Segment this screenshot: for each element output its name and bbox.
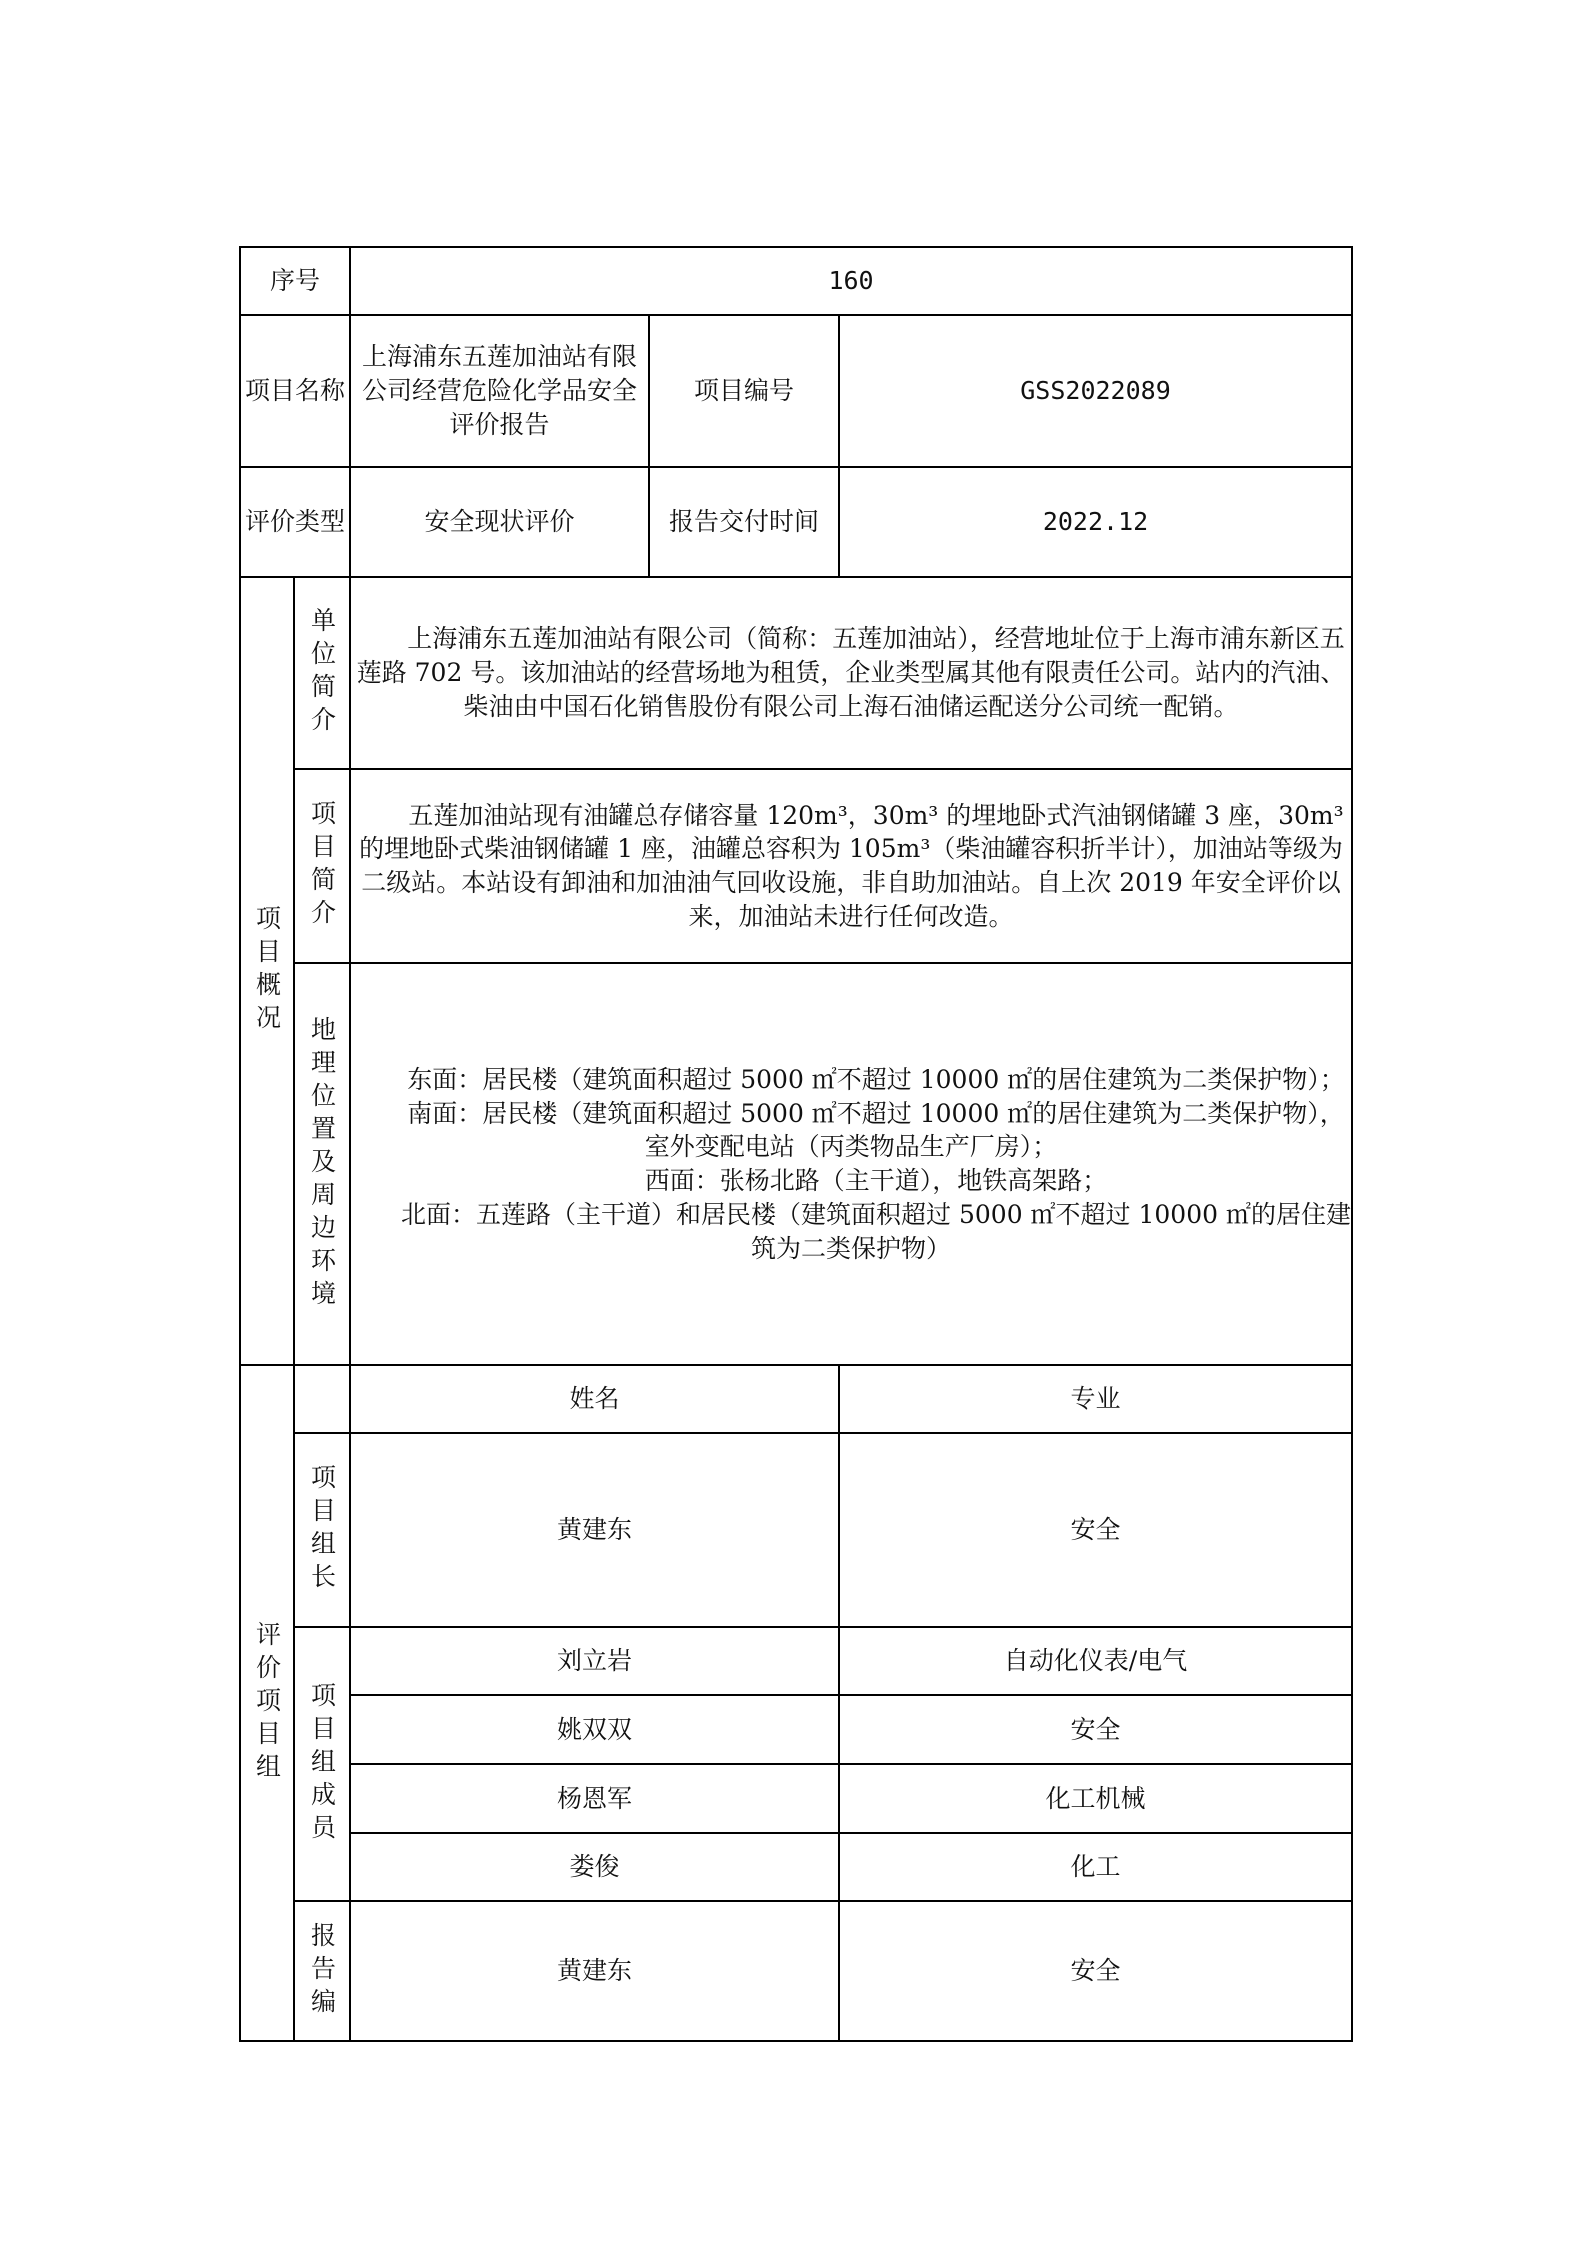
- unit-intro-cell: [350, 577, 1352, 769]
- unit-intro-row: [240, 577, 1352, 769]
- geo-south-text: 南面：居民楼（建筑面积超过 5000 ㎡不超过 10000 ㎡的居住建筑为二类保护物），室外变配电站（丙类物品生产厂房）；: [407, 1098, 1345, 1162]
- team-header-row: [240, 1365, 1352, 1433]
- unit-intro-text: 上海浦东五莲加油站有限公司（简称：五莲加油站），经营地址位于上海市浦东新区五莲路 702 号。该加油站的经营场地为租赁，企业类型属其他有限责任公司。站内的汽油、柴油由中国石化销售股份有限公司上海石油储运配送分公司统一配销。: [356, 624, 1346, 721]
- geo-row: [240, 963, 1352, 1365]
- leader-name: 黄建东: [350, 1433, 839, 1627]
- team-leader-row: [240, 1433, 1352, 1627]
- project-name-label: 项目名称: [240, 315, 350, 467]
- unit-intro-label-cell: [294, 577, 350, 769]
- member-name: 娄俊: [350, 1833, 839, 1901]
- member-major: 自动化仪表/电气: [839, 1627, 1352, 1695]
- project-number-label: 项目编号: [649, 315, 839, 467]
- member-major: 化工机械: [839, 1764, 1352, 1833]
- member-major: 化工: [839, 1833, 1352, 1901]
- serial-row: [240, 247, 1352, 315]
- member-name: 刘立岩: [350, 1627, 839, 1695]
- project-intro-label-cell: [294, 769, 350, 963]
- project-intro-cell: [350, 769, 1352, 963]
- report-writer-name: 黄建东: [350, 1901, 839, 2041]
- overview-section-text: 项目概况: [252, 905, 282, 1037]
- member-row: [240, 1764, 1352, 1833]
- geo-label-cell: [294, 963, 350, 1365]
- eval-type-value: 安全现状评价: [350, 467, 649, 577]
- project-intro-label: 项目简介: [307, 800, 337, 932]
- geo-north-text: 北面：五莲路（主干道）和居民楼（建筑面积超过 5000 ㎡不超过 10000 ㎡的居住建筑为二类保护物）: [401, 1199, 1351, 1263]
- members-label-cell: [294, 1627, 350, 1901]
- project-intro-row: [240, 769, 1352, 963]
- team-section-text: 评价项目组: [252, 1620, 282, 1786]
- project-number-value: GSS2022089: [839, 315, 1352, 467]
- geo-west-text: 西面：张杨北路（主干道），地铁高架路；: [644, 1166, 1108, 1195]
- geo-cell: [350, 963, 1352, 1365]
- unit-intro-label: 单位简介: [307, 607, 337, 739]
- overview-section-label: [240, 577, 294, 1365]
- report-writer-row: [240, 1901, 1352, 2041]
- member-name: 杨恩军: [350, 1764, 839, 1833]
- leader-label: 项目组长: [307, 1464, 337, 1596]
- project-intro-text: 五莲加油站现有油罐总存储容量 120m³，30m³ 的埋地卧式汽油钢储罐 3 座，30m³ 的埋地卧式柴油钢储罐 1 座，油罐总容积为 105m³（柴油罐容积折半计），加油站等级为二级站。本站设有卸油和加油油气回收设施，非自助加油站。自上次 2019 年安全评价以来，加油站未进行任何改造。: [359, 800, 1344, 931]
- member-row: [240, 1833, 1352, 1901]
- members-label: 项目组成员: [307, 1681, 337, 1847]
- team-header-name: 姓名: [350, 1365, 839, 1433]
- report-writer-major: 安全: [839, 1901, 1352, 2041]
- project-info-table: [239, 246, 1353, 2042]
- member-name: 姚双双: [350, 1695, 839, 1764]
- eval-type-row: [240, 467, 1352, 577]
- geo-label: 地理位置及周边环境: [307, 1015, 337, 1313]
- leader-label-cell: [294, 1433, 350, 1627]
- leader-major: 安全: [839, 1433, 1352, 1627]
- serial-value: 160: [350, 247, 1352, 315]
- delivery-date-value: 2022.12: [839, 467, 1352, 577]
- project-name-row: [240, 315, 1352, 467]
- team-header-major: 专业: [839, 1365, 1352, 1433]
- report-label-cell: [294, 1901, 350, 2041]
- member-row: [240, 1627, 1352, 1695]
- member-major: 安全: [839, 1695, 1352, 1764]
- geo-east-text: 东面：居民楼（建筑面积超过 5000 ㎡不超过 10000 ㎡的居住建筑为二类保护物）；: [407, 1064, 1345, 1094]
- project-name-value: 上海浦东五莲加油站有限公司经营危险化学品安全评价报告: [350, 315, 649, 467]
- member-row: [240, 1695, 1352, 1764]
- serial-label: 序号: [240, 247, 350, 315]
- eval-type-label: 评价类型: [240, 467, 350, 577]
- delivery-date-label: 报告交付时间: [649, 467, 839, 577]
- team-section-label: [240, 1365, 294, 2041]
- report-label: 报告编: [307, 1921, 337, 2021]
- team-header-blank: [294, 1365, 350, 1433]
